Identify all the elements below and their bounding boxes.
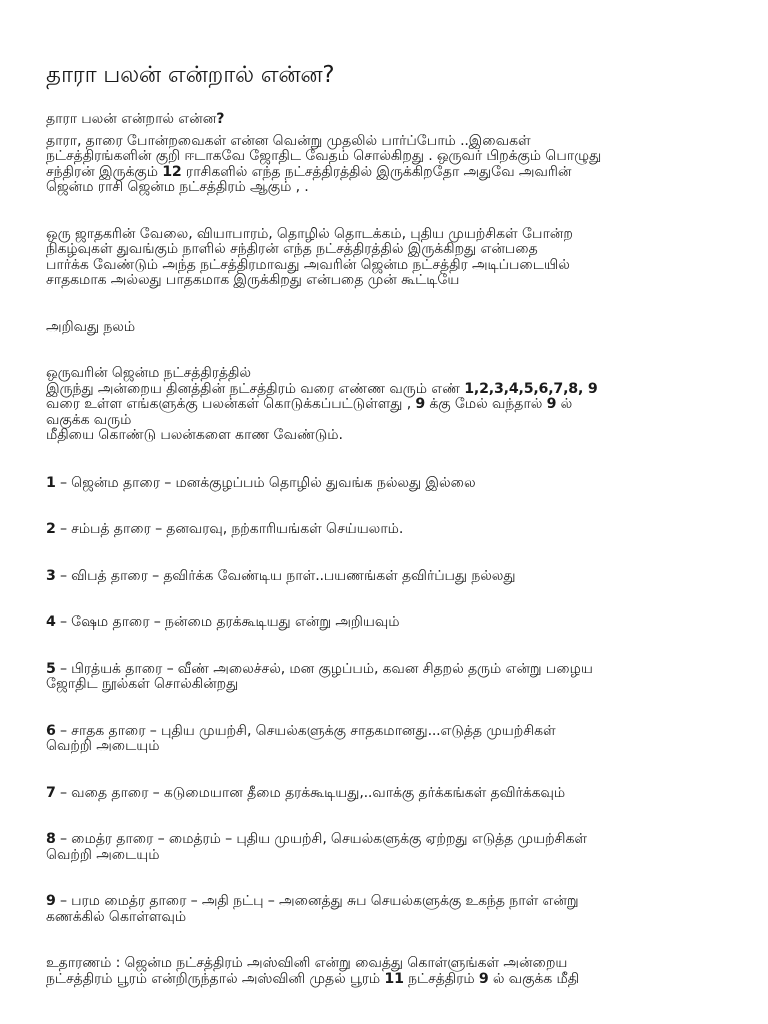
subtitle [46,112,736,128]
star-number: 4 [46,614,56,630]
star-text: – சாதக தாரை – புதிய முயற்சி, செயல்களுக்கு சாதகமானது...எடுத்த முயற்சிகள் [55,722,556,739]
para2-line: ஒரு ஜாதகரின் வேலை, வியாபாரம், தொழில் தொடக்கம், புதிய முயற்சிகள் போன்ற [46,225,573,242]
para2-line: நிகழ்வுகள் துவங்கும் நாளில் சந்திரன் எந்த நட்சத்திரத்தில் இருக்கிறது என்பதை [46,241,538,257]
star-item-line [46,786,736,802]
para3-line [46,397,736,413]
star-item [46,786,736,802]
star-item-line [46,662,736,678]
subtitle-mark: ? [216,111,225,127]
star-number: 3 [46,567,56,584]
intro-line3-a: சந்திரன் இருக்கும் [46,163,163,180]
para3-line3-b: க்கு மேல் வந்தால் [425,396,547,412]
example-line2-num2: 9 [478,970,489,987]
example-line2-num1: 11 [384,970,404,987]
star-item-line [46,615,736,631]
section-heading: அறிவது நலம் [46,318,136,335]
star-number: 6 [46,722,56,739]
star-item-line [46,724,736,740]
star-text: – பிரத்யக் தாரை – வீண் அலைச்சல், மன குழப்பம், கவன சிதறல் தரும் என்று பழைய [55,660,593,677]
star-item [46,724,736,755]
star-item-line [46,832,736,848]
intro-line: தாரா, தாரை போன்றவைகள் என்ன வென்று முதலில் பார்ப்போம் ..இவைகள் [46,132,531,149]
intro-line: ஜென்ம ராசி ஜென்ம நட்சத்திரம் ஆகும் , . [46,179,309,195]
para3-line3-num1: 9 [415,396,426,412]
star-item [46,615,736,631]
star-text: – ஷேம தாரை – நன்மை தரக்கூடியது என்று அறியவும் [55,614,400,630]
star-number: 9 [46,893,56,909]
star-item [46,569,736,585]
star-number: 5 [46,660,56,677]
star-text: – ஜென்ம தாரை – மனக்குழப்பம் தொழில் துவங்க நல்லது இல்லை [55,474,476,491]
star-text: – பரம மைத்ர தாரை – அதி நட்பு – அனைத்து சுப செயல்களுக்கு உகந்த நாள் என்று [55,893,579,909]
star-item-line [46,569,736,585]
star-item-continuation: வெற்றி அடையும் [46,738,160,754]
example-line2-a: நட்சத்திரம் பூரம் என்றிருந்தால் அஸ்வினி முதல் பூரம் [46,970,385,987]
star-text: – சம்பத் தாரை – தனவரவு, நற்காரியங்கள் செய்யலாம். [55,521,404,537]
subtitle-text: தாரா பலன் என்றால் என்ன [46,111,217,127]
second-paragraph [46,227,736,289]
star-number: 2 [46,521,56,537]
example-line: உதாரணம் : ஜென்ம நட்சத்திரம் அஸ்வினி என்று வைத்து கொள்ளுங்கள் அன்றைய [46,955,568,971]
star-item [46,476,736,492]
star-number: 1 [46,474,56,491]
star-number: 8 [46,831,56,847]
intro-line3-b: ராசிகளில் எந்த நட்சத்திரத்தில் இருக்கிறதோ அதுவே அவரின் [181,163,572,180]
para3-line3-a: வரை உள்ள எங்களுக்கு பலன்கள் கொடுக்கப்பட்டுள்ளது , [46,396,416,412]
star-item [46,662,736,693]
para2-line: பார்க்க வேண்டும் அந்த நட்சத்திரமாவது அவரின் ஜென்ம நட்சத்திர அடிப்படையில் [46,256,570,273]
star-item [46,894,736,925]
para3-line3-num2: 9 [546,396,557,412]
example-line2-b: நட்சத்திரம் [403,970,479,987]
para3-line [46,382,736,398]
para3-line3-c: ல் [556,396,573,412]
star-list [46,476,736,926]
example-paragraph [46,956,736,987]
intro-paragraph [46,134,736,196]
star-item-line [46,522,736,538]
para3-line: வகுக்க வரும் [46,411,132,428]
example-line2-c: ல் வகுக்க மீதி [488,970,580,987]
para3-line: ஒருவரின் ஜென்ம நட்சத்திரத்தில் [46,365,251,381]
intro-line3-num: 12 [162,163,182,180]
star-item-continuation: வெற்றி அடையும் [46,846,160,863]
star-item-continuation: கணக்கில் கொள்ளவும் [46,908,187,925]
star-item-line [46,894,736,910]
star-text: – வதை தாரை – கடுமையான தீமை தரக்கூடியது,..வாக்கு தர்க்கங்கள் தவிர்க்கவும் [55,784,566,801]
star-item [46,522,736,538]
para3-line2-num: 1,2,3,4,5,6,7,8, 9 [464,380,598,397]
para3-line: மீதியை கொண்டு பலன்களை காண வேண்டும். [46,427,343,443]
star-number: 7 [46,784,56,801]
star-text: – விபத் தாரை – தவிர்க்க வேண்டிய நாள்..பயணங்கள் தவிர்ப்பது நல்லது [55,567,516,584]
page-title: தாரா பலன் என்றால் என்ன? [46,62,335,88]
star-item-continuation: ஜோதிட நூல்கள் சொல்கின்றது [46,676,239,692]
intro-line [46,165,736,181]
para3-line2-a: இருந்து அன்றைய தினத்தின் நட்சத்திரம் வரை எண்ண வரும் எண் [46,380,465,397]
star-item [46,832,736,863]
intro-line: நட்சத்திரங்களின் குறி ஈடாகவே ஜோதிட வேதம் சொல்கிறது . ஒருவர் பிறக்கும் பொழுது [46,148,602,164]
para2-line: சாதகமாக அல்லது பாதகமாக இருக்கிறது என்பதை முன் கூட்டியே [46,272,460,288]
third-paragraph [46,366,736,444]
star-text: – மைத்ர தாரை – மைத்ரம் – புதிய முயற்சி, செயல்களுக்கு ஏற்றது எடுத்த முயற்சிகள் [55,831,587,847]
document-page [46,60,736,987]
example-line [46,972,736,988]
star-item-line [46,476,736,492]
